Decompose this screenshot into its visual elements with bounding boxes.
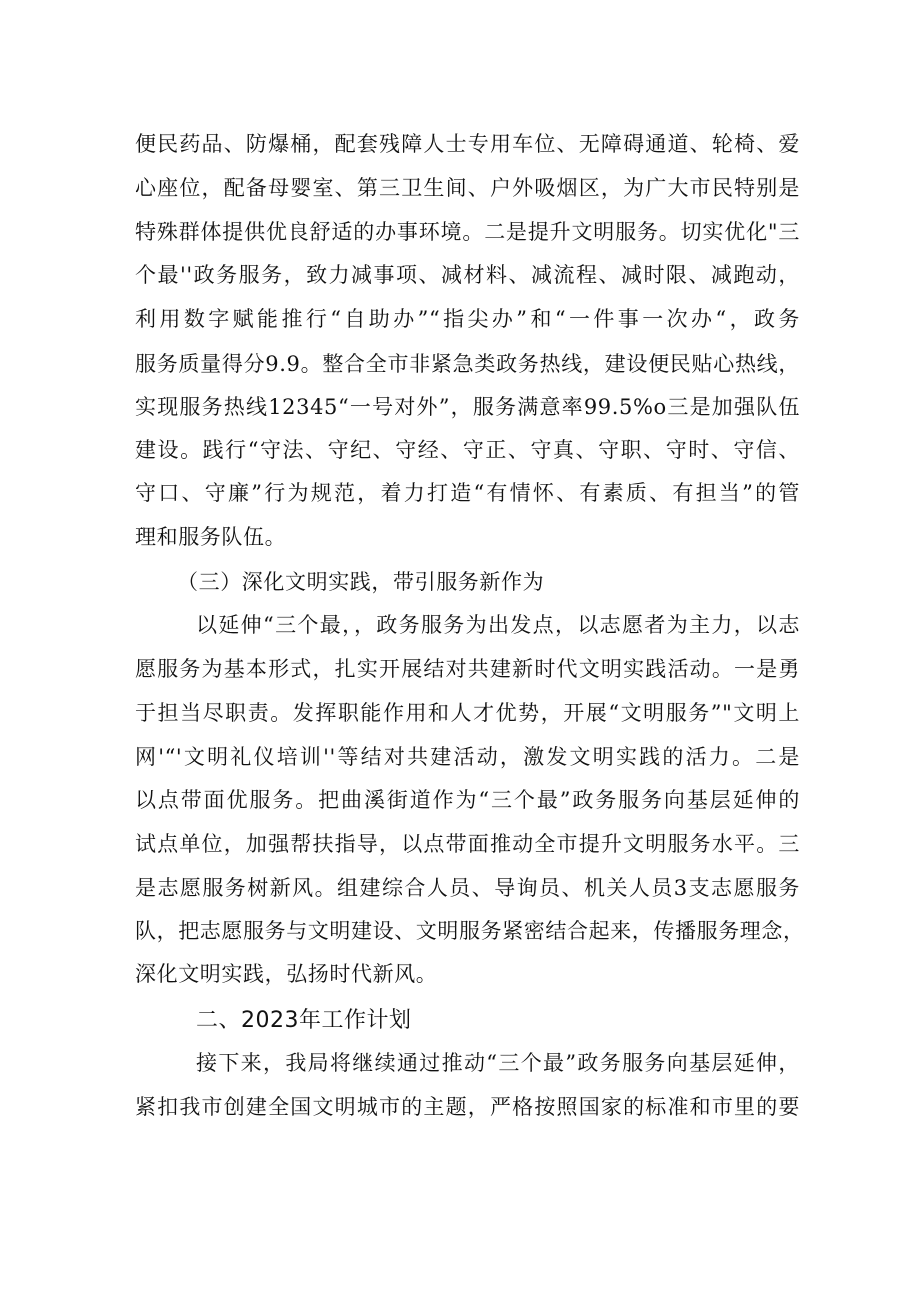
paragraph-line: 心座位，配备母婴室、第三卫生间、户外吸烟区，为广大市民特别是 — [135, 176, 800, 200]
paragraph-line: 以点带面优服务。把曲溪街道作为“三个最”政务服务向基层延伸的 — [135, 788, 801, 812]
section-heading: 二、2023年工作计划 — [196, 1008, 412, 1033]
paragraph-line: 服务质量得分9.9。整合全市非紧急类政务热线，建设便民贴心热线， — [135, 352, 800, 376]
paragraph-line: 于担当尽职责。发挥职能作用和人才优势，开展“文明服务”"文明上 — [135, 701, 800, 725]
paragraph-line: 守口、守廉”行为规范，着力打造“有情怀、有素质、有担当”的管 — [135, 481, 800, 505]
paragraph-line: 愿服务为基本形式，扎实开展结对共建新时代文明实践活动。一是勇 — [135, 657, 800, 681]
paragraph-line: 便民药品、防爆桶，配套残障人士专用车位、无障碍通道、轮椅、爱 — [135, 132, 800, 156]
paragraph-line: 试点单位，加强帮扶指导，以点带面推动全市提升文明服务水平。三 — [135, 832, 800, 856]
paragraph-line: 以延伸“三个最，，政务服务为出发点，以志愿者为主力，以志 — [196, 613, 800, 637]
subheading: （三）深化文明实践，带引服务新作为 — [177, 570, 545, 594]
paragraph-line: 利用数字赋能推行“自助办”“指尖办”和“一件事一次办“，政务 — [135, 307, 800, 331]
paragraph-line: 队，把志愿服务与文明建设、文明服务紧密结合起来，传播服务理念， — [135, 919, 805, 943]
paragraph-line: 建设。践行“守法、守纪、守经、守正、守真、守职、守时、守信、 — [135, 438, 800, 462]
paragraph-line: 深化文明实践，弘扬时代新风。 — [135, 962, 438, 986]
paragraph-line: 理和服务队伍。 — [135, 525, 287, 549]
paragraph-line: 实现服务热线12345“一号对外”，服务满意率99.5%o三是加强队伍 — [135, 395, 800, 419]
paragraph-line: 紧扣我市创建全国文明城市的主题，严格按照国家的标准和市里的要 — [135, 1095, 800, 1119]
paragraph-line: 网'“'文明礼仪培训''等结对共建活动，激发文明实践的活力。二是 — [135, 745, 800, 769]
paragraph-line: 特殊群体提供优良舒适的办事环境。二是提升文明服务。切实优化"三 — [135, 220, 800, 244]
paragraph-line: 接下来，我局将继续通过推动“三个最”政务服务向基层延伸， — [196, 1051, 800, 1075]
paragraph-line: 是志愿服务树新风。组建综合人员、导询员、机关人员3支志愿服务 — [135, 876, 800, 900]
paragraph-line: 个最''政务服务，致力减事项、减材料、减流程、减时限、减跑动， — [135, 263, 800, 287]
